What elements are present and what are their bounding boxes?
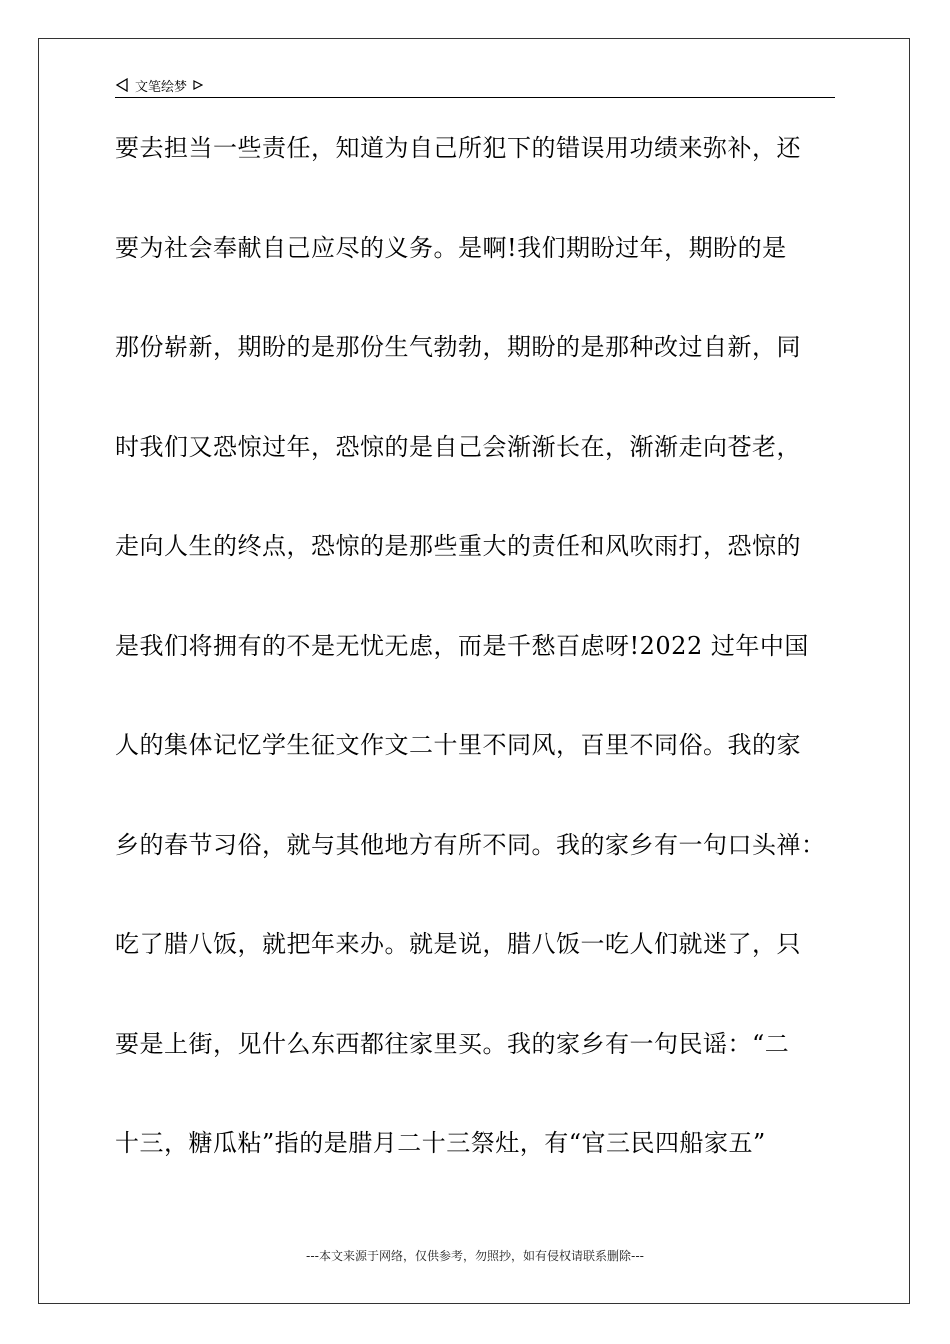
text-line: 走向人生的终点，恐惊的是那些重大的责任和风吹雨打，恐惊的 bbox=[115, 532, 801, 560]
header-divider bbox=[115, 97, 835, 98]
text-line: 要去担当一些责任，知道为自己所犯下的错误用功绩来弥补，还 bbox=[115, 134, 801, 162]
left-triangle-icon bbox=[115, 78, 129, 92]
text-line: 那份崭新，期盼的是那份生气勃勃，期盼的是那种改过自新，同 bbox=[115, 333, 801, 361]
text-line: 十三，糖瓜粘”指的是腊月二十三祭灶，有“官三民四船家五” bbox=[115, 1129, 766, 1157]
text-line: 要是上街，见什么东西都往家里买。我的家乡有一句民谣：“二 bbox=[115, 1029, 790, 1058]
text-line: 时我们又恐惊过年，恐惊的是自己会渐渐长在，渐渐走向苍老， bbox=[115, 432, 801, 461]
text-line: 要为社会奉献自己应尽的义务。是啊!我们期盼过年，期盼的是 bbox=[115, 233, 787, 262]
page-header bbox=[115, 74, 203, 96]
body-text bbox=[115, 128, 845, 1223]
page-footer: ---本文来源于网络，仅供参考，勿照抄，如有侵权请联系删除--- bbox=[306, 1249, 644, 1263]
text-line: 吃了腊八饭，就把年来办。就是说，腊八饭一吃人们就迷了，只 bbox=[115, 930, 801, 958]
text-line: 是我们将拥有的不是无忧无虑，而是千愁百虑呀!2022 过年中国 bbox=[115, 631, 809, 660]
text-line: 人的集体记忆学生征文作文二十里不同风，百里不同俗。我的家 bbox=[115, 731, 801, 759]
right-triangle-icon bbox=[193, 80, 203, 90]
text-line: 乡的春节习俗，就与其他地方有所不同。我的家乡有一句口头禅： bbox=[115, 830, 826, 859]
header-title: 文笔绘梦 bbox=[135, 79, 188, 95]
